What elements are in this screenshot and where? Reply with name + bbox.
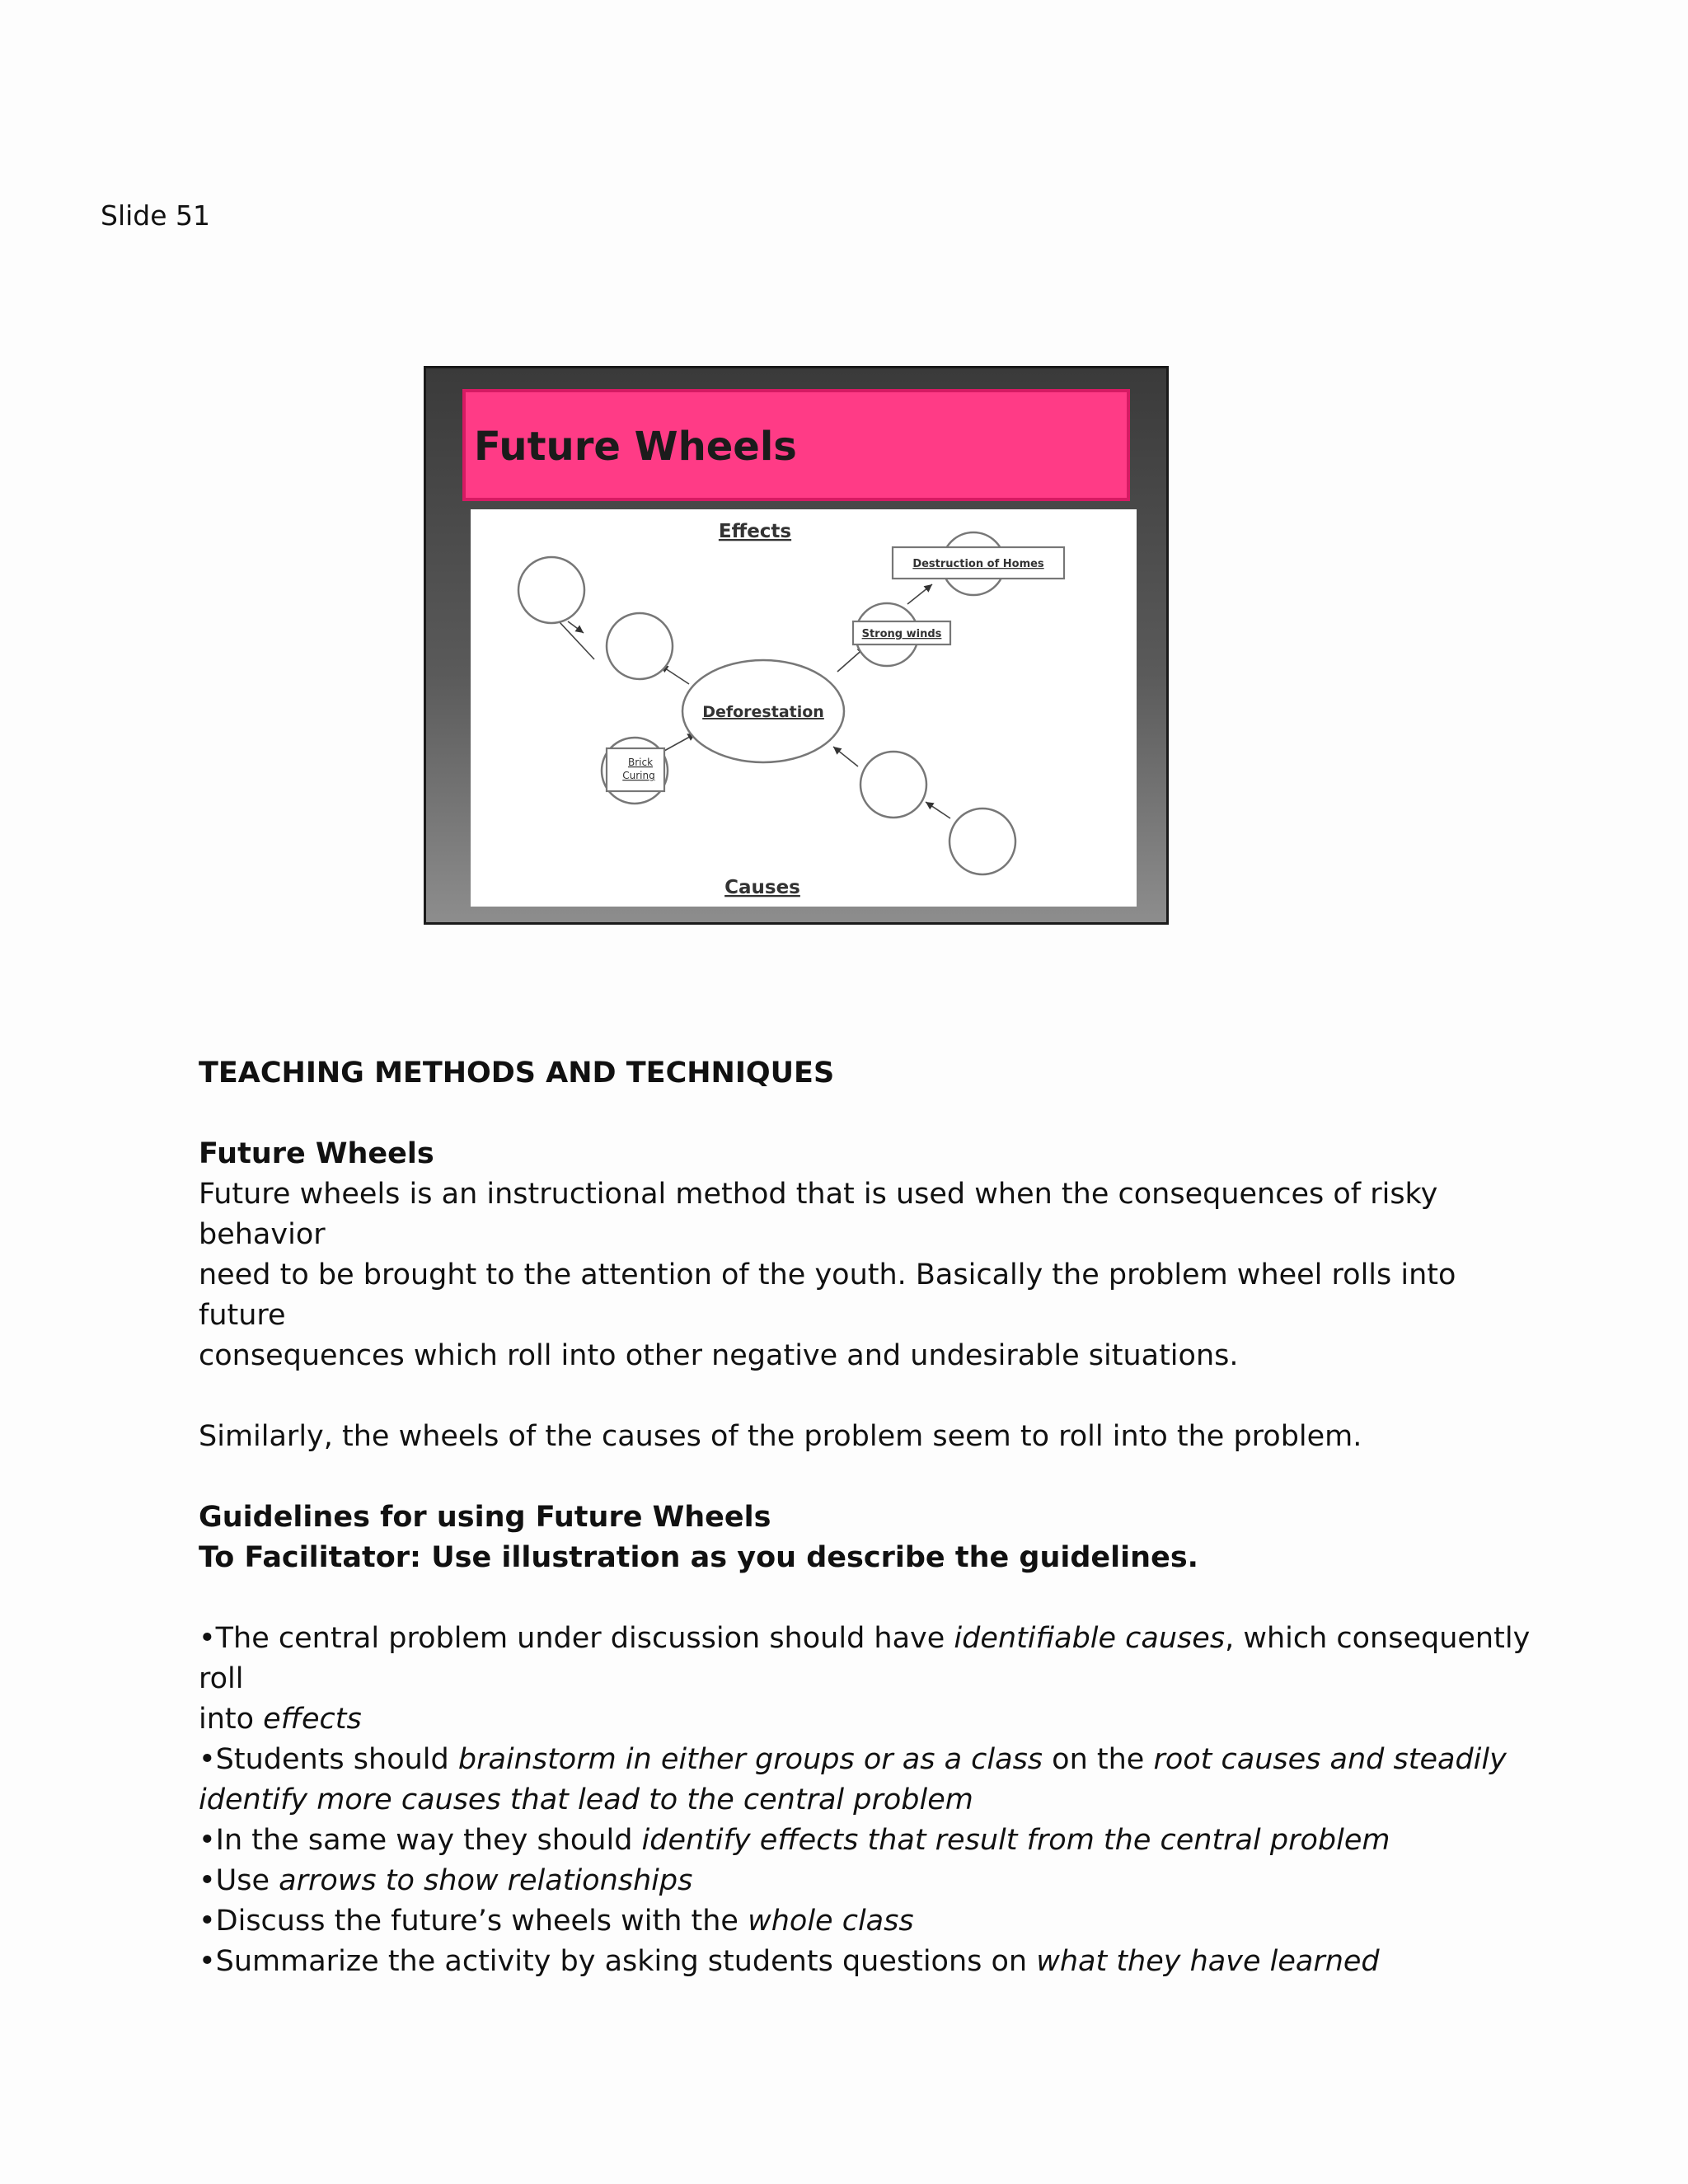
bullet-item: •The central problem under discussion should have identifiable causes, which consequently roll [199, 1622, 1531, 1695]
paragraph-line: need to be brought to the attention of the youth. Basically the problem wheel rolls into future [199, 1258, 1456, 1332]
arrow-connector [926, 802, 950, 818]
bullet-item: •In the same way they should identify effects that result from the central problem [199, 1824, 1390, 1857]
slide-title: Future Wheels [474, 424, 797, 470]
effect-wheel [607, 613, 673, 679]
arrow-connector [907, 584, 932, 604]
cause-wheel [950, 808, 1015, 874]
section-heading: TEACHING METHODS AND TECHNIQUES [199, 1057, 835, 1090]
lesson-notes [199, 1053, 1534, 1982]
arrow-connector [568, 621, 584, 633]
effects-label: Effects [718, 521, 792, 542]
arrow-connector [833, 747, 858, 766]
bullet-item: •Summarize the activity by asking students questions on what they have learned [199, 1945, 1380, 1978]
future-wheel-diagram [471, 509, 1137, 907]
arrow-connector [664, 733, 696, 751]
causes-label: Causes [724, 877, 800, 898]
effect-wheel [518, 557, 584, 623]
slide-thumbnail [424, 366, 1169, 925]
future-wheels-heading: Future Wheels [199, 1137, 434, 1170]
facilitator-note: To Facilitator: Use illustration as you describe the guidelines. [199, 1541, 1198, 1574]
paragraph-line: Future wheels is an instructional method that is used when the consequences of risky behavior [199, 1178, 1438, 1251]
central-problem-label: Deforestation [702, 703, 824, 721]
brick-curing-label-line1: Brick [627, 757, 654, 768]
bullet-item-continuation: identify more causes that lead to the central problem [199, 1783, 973, 1816]
brick-curing-label-line2: Curing [622, 770, 655, 781]
paragraph: Similarly, the wheels of the causes of the problem seem to roll into the problem. [199, 1420, 1362, 1453]
guidelines-heading: Guidelines for using Future Wheels [199, 1501, 771, 1534]
slide-number-label: Slide 51 [101, 199, 211, 232]
bullet-item-continuation: into effects [199, 1703, 362, 1736]
bullet-item: •Students should brainstorm in either groups or as a class on the root causes and steadily [199, 1743, 1507, 1776]
strong-winds-label: Strong winds [861, 628, 942, 640]
bullet-item: •Discuss the future’s wheels with the whole class [199, 1905, 914, 1938]
slide-title-bar [462, 389, 1130, 501]
destruction-label: Destruction of Homes [912, 558, 1044, 570]
cause-wheel [860, 752, 926, 818]
paragraph-line: consequences which roll into other negative and undesirable situations. [199, 1339, 1239, 1372]
bullet-item: •Use arrows to show relationships [199, 1864, 693, 1897]
